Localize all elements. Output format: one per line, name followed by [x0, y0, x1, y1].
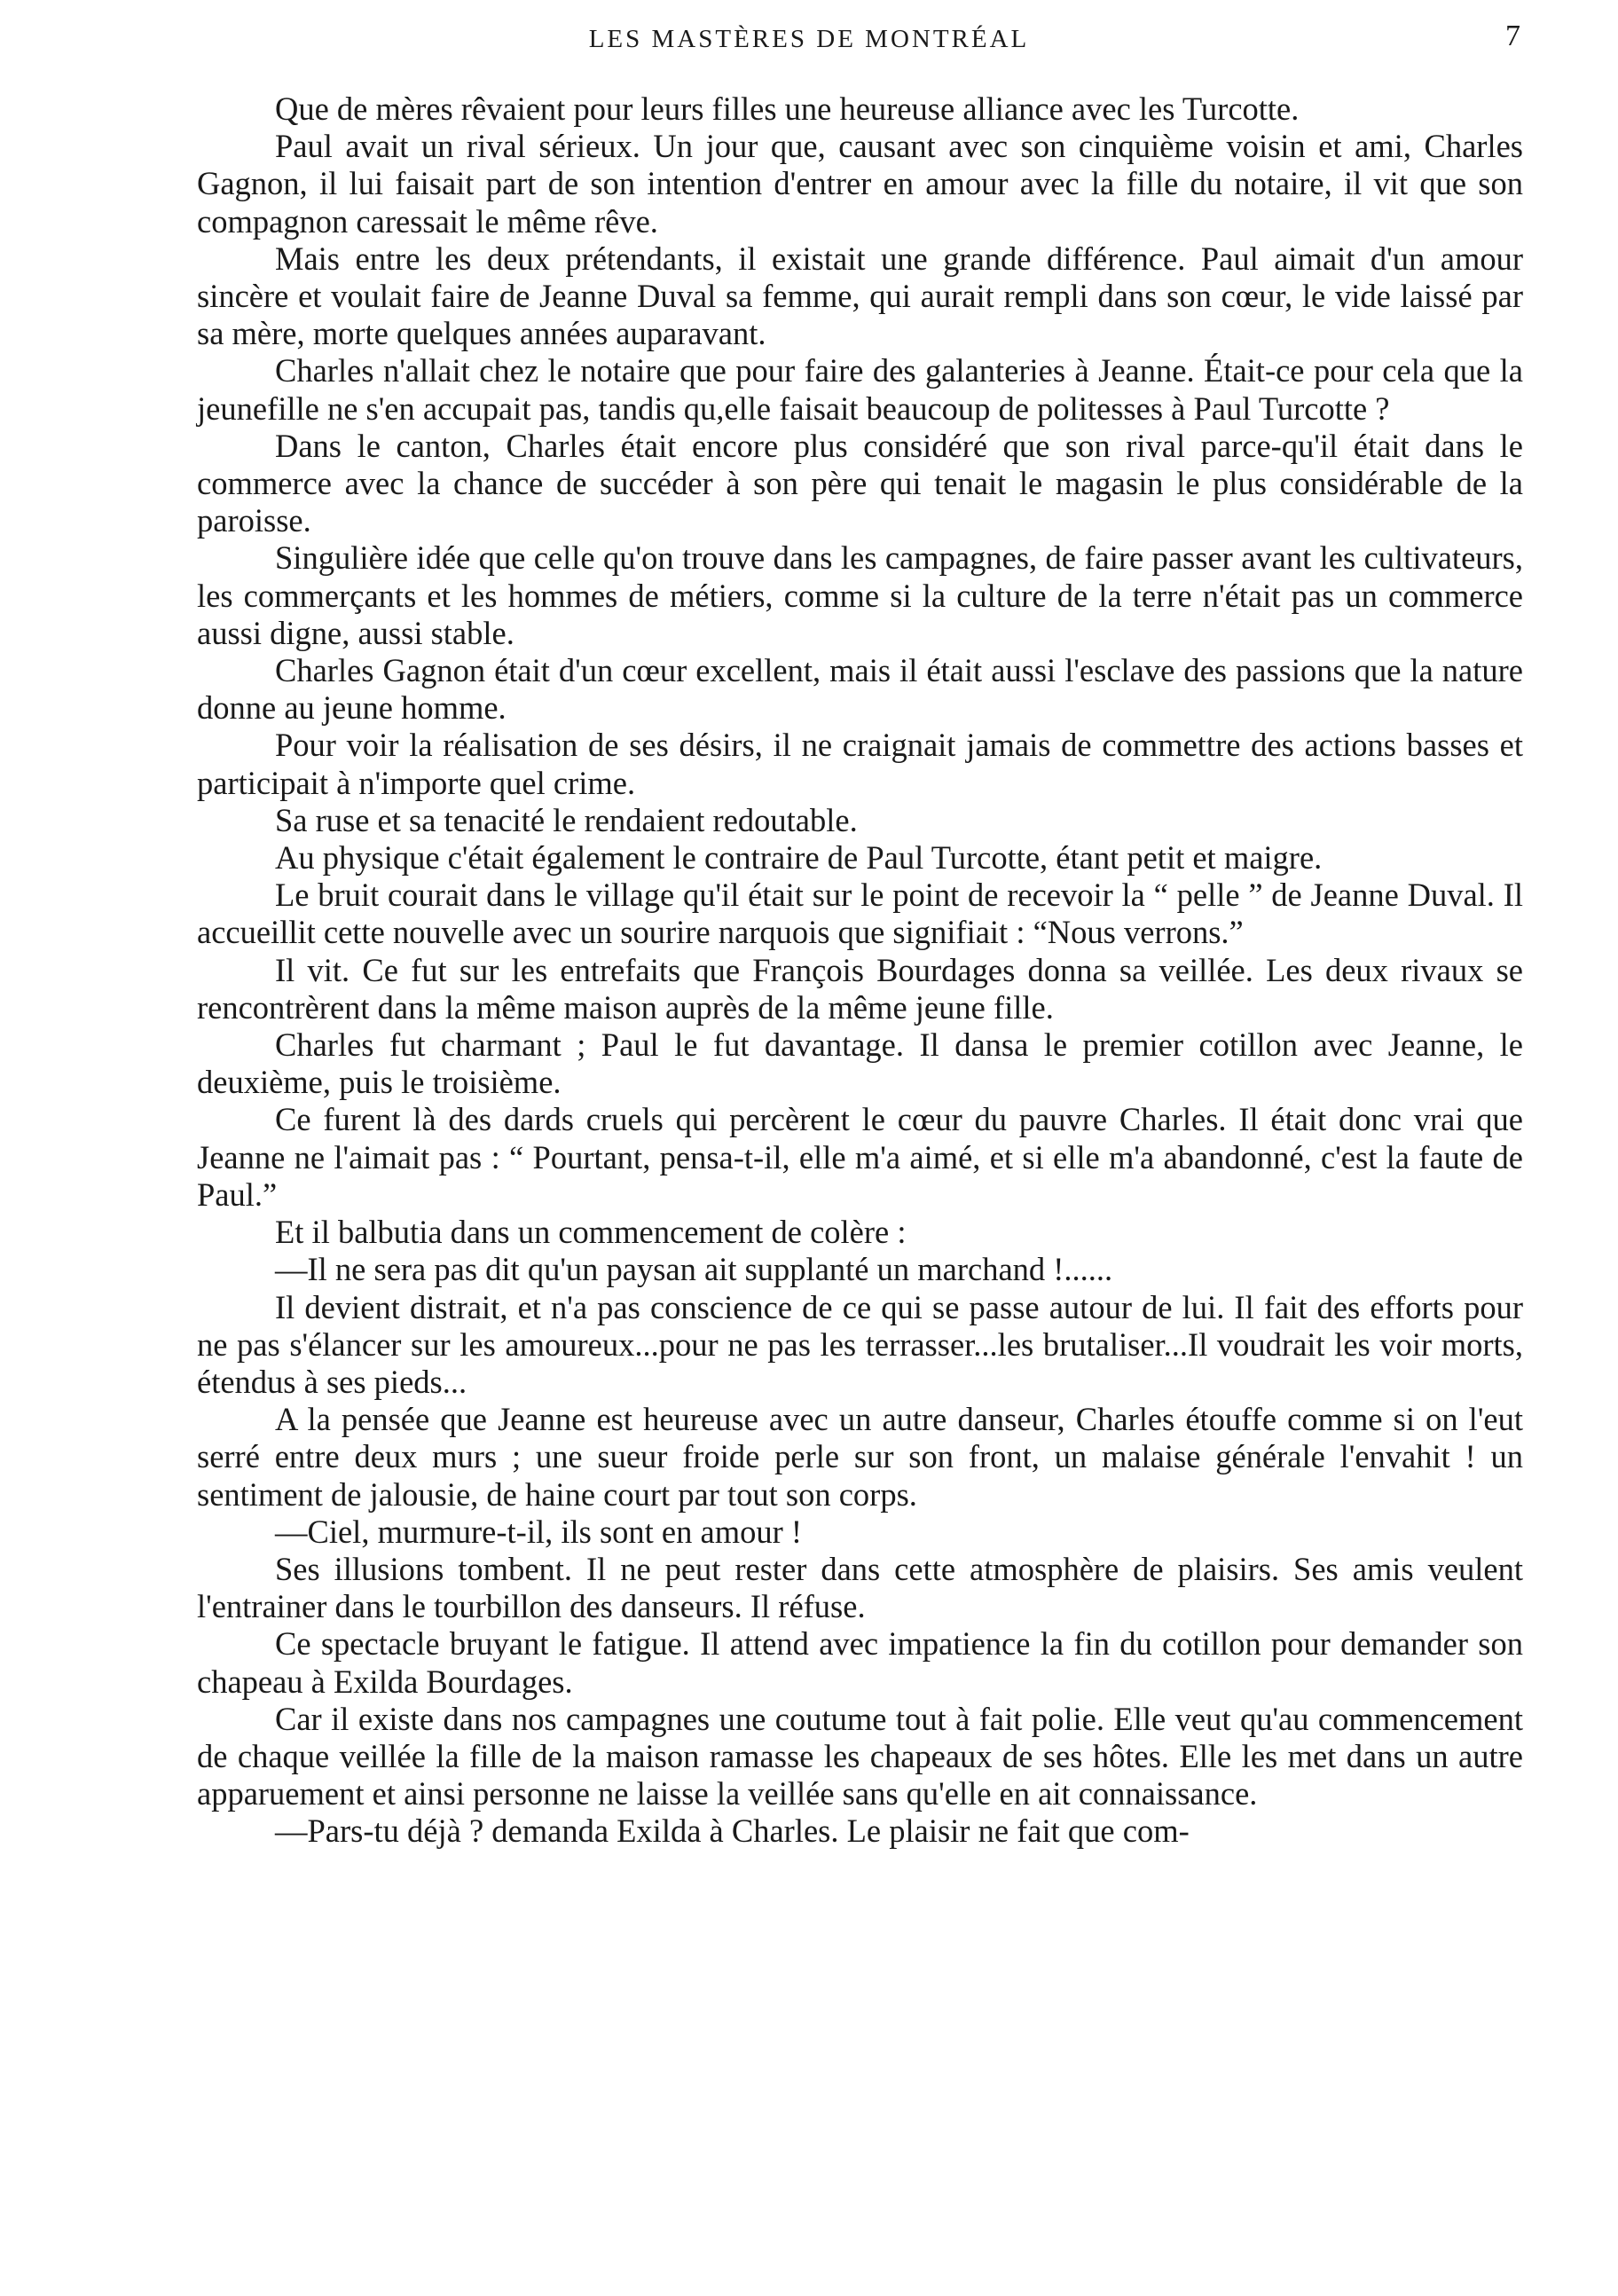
paragraph: Ce spectacle bruyant le fatigue. Il attend avec impatience la fin du cotillon pour demander son chapeau à Exilda Bourdages.	[197, 1625, 1523, 1700]
paragraph: Le bruit courait dans le village qu'il était sur le point de recevoir la “ pelle ” de Jeanne Duval. Il accueillit cette nouvelle avec un sourire narquois que signifiait : “Nous verrons.”	[197, 877, 1523, 951]
paragraph: Car il existe dans nos campagnes une coutume tout à fait polie. Elle veut qu'au commencement de chaque veillée la fille de la maison ramasse les chapeaux de ses hôtes. Elle les met dans un autre apparuement et ainsi personne ne laisse la veillée sans qu'elle en ait connaissance.	[197, 1700, 1523, 1812]
paragraph: Pour voir la réalisation de ses désirs, il ne craignait jamais de commettre des actions basses et participait à n'importe quel crime.	[197, 727, 1523, 801]
running-title: LES MASTÈRES DE MONTRÉAL	[588, 25, 1030, 53]
paragraph: Singulière idée que celle qu'on trouve dans les campagnes, de faire passer avant les cultivateurs, les commerçants et les hommes de métiers, comme si la culture de la terre n'était pas un commerce aussi digne, aussi stable.	[197, 539, 1523, 651]
paragraph: —Ciel, murmure-t-il, ils sont en amour !	[275, 1513, 803, 1550]
paragraph: Il devient distrait, et n'a pas conscience de ce qui se passe autour de lui. Il fait des efforts pour ne pas s'élancer sur les amoureux...pour ne pas les terrasser...les brutaliser...Il voudrait les voir morts, étendus à ses pieds...	[197, 1288, 1523, 1400]
paragraph: Charles n'allait chez le notaire que pour faire des galanteries à Jeanne. Était-ce pour cela que la jeunefille ne s'en accupait pas, tandis qu,elle faisait beaucoup de politesses à Paul Turcotte ?	[197, 352, 1523, 427]
paragraph: —Pars-tu déjà ? demanda Exilda à Charles. Le plaisir ne fait que com-	[275, 1812, 1190, 1850]
paragraph: Et il balbutia dans un commencement de colère :	[275, 1214, 907, 1251]
paragraph: Au physique c'était également le contraire de Paul Turcotte, étant petit et maigre.	[275, 839, 1323, 877]
paragraph: Sa ruse et sa tenacité le rendaient redoutable.	[275, 801, 858, 838]
paragraph: Que de mères rêvaient pour leurs filles une heureuse alliance avec les Turcotte.	[275, 90, 1300, 127]
paragraph: —Il ne sera pas dit qu'un paysan ait supplanté un marchand !......	[275, 1251, 1113, 1288]
page-header	[0, 18, 1618, 71]
paragraph: Charles fut charmant ; Paul le fut davantage. Il dansa le premier cotillon avec Jeanne, le deuxième, puis le troisième.	[197, 1026, 1523, 1101]
paragraph: Mais entre les deux prétendants, il existait une grande différence. Paul aimait d'un amour sincère et voulait faire de Jeanne Duval sa femme, qui aurait rempli dans son cœur, le vide laissé par sa mère, morte quelques années auparavant.	[197, 240, 1523, 352]
paragraph: Ses illusions tombent. Il ne peut rester dans cette atmosphère de plaisirs. Ses amis veulent l'entrainer dans le tourbillon des danseurs. Il réfuse.	[197, 1550, 1523, 1625]
paragraph: Ce furent là des dards cruels qui percèrent le cœur du pauvre Charles. Il était donc vrai que Jeanne ne l'aimait pas : “ Pourtant, pensa-t-il, elle m'a aimé, et si elle m'a abandonné, c'est la faute de Paul.”	[197, 1101, 1523, 1213]
paragraph: Il vit. Ce fut sur les entrefaits que François Bourdages donna sa veillée. Les deux rivaux se rencontrèrent dans la même maison auprès de la même jeune fille.	[197, 951, 1523, 1026]
page-number: 7	[1505, 20, 1520, 52]
paragraph: Paul avait un rival sérieux. Un jour que, causant avec son cinquième voisin et ami, Charles Gagnon, il lui faisait part de son intention d'entrer en amour avec la fille du notaire, il vit que son compagnon caressait le même rêve.	[197, 128, 1523, 240]
paragraph: Dans le canton, Charles était encore plus considéré que son rival parce-qu'il était dans le commerce avec la chance de succéder à son père qui tenait le magasin le plus considérable de la paroisse.	[197, 427, 1523, 539]
paragraph: Charles Gagnon était d'un cœur excellent, mais il était aussi l'esclave des passions que la nature donne au jeune homme.	[197, 652, 1523, 727]
paragraph: A la pensée que Jeanne est heureuse avec un autre danseur, Charles étouffe comme si on l'eut serré entre deux murs ; une sueur froide perle sur son front, un malaise générale l'envahit ! un sentiment de jalousie, de haine court par tout son corps.	[197, 1401, 1523, 1513]
body-text	[197, 90, 1523, 1851]
